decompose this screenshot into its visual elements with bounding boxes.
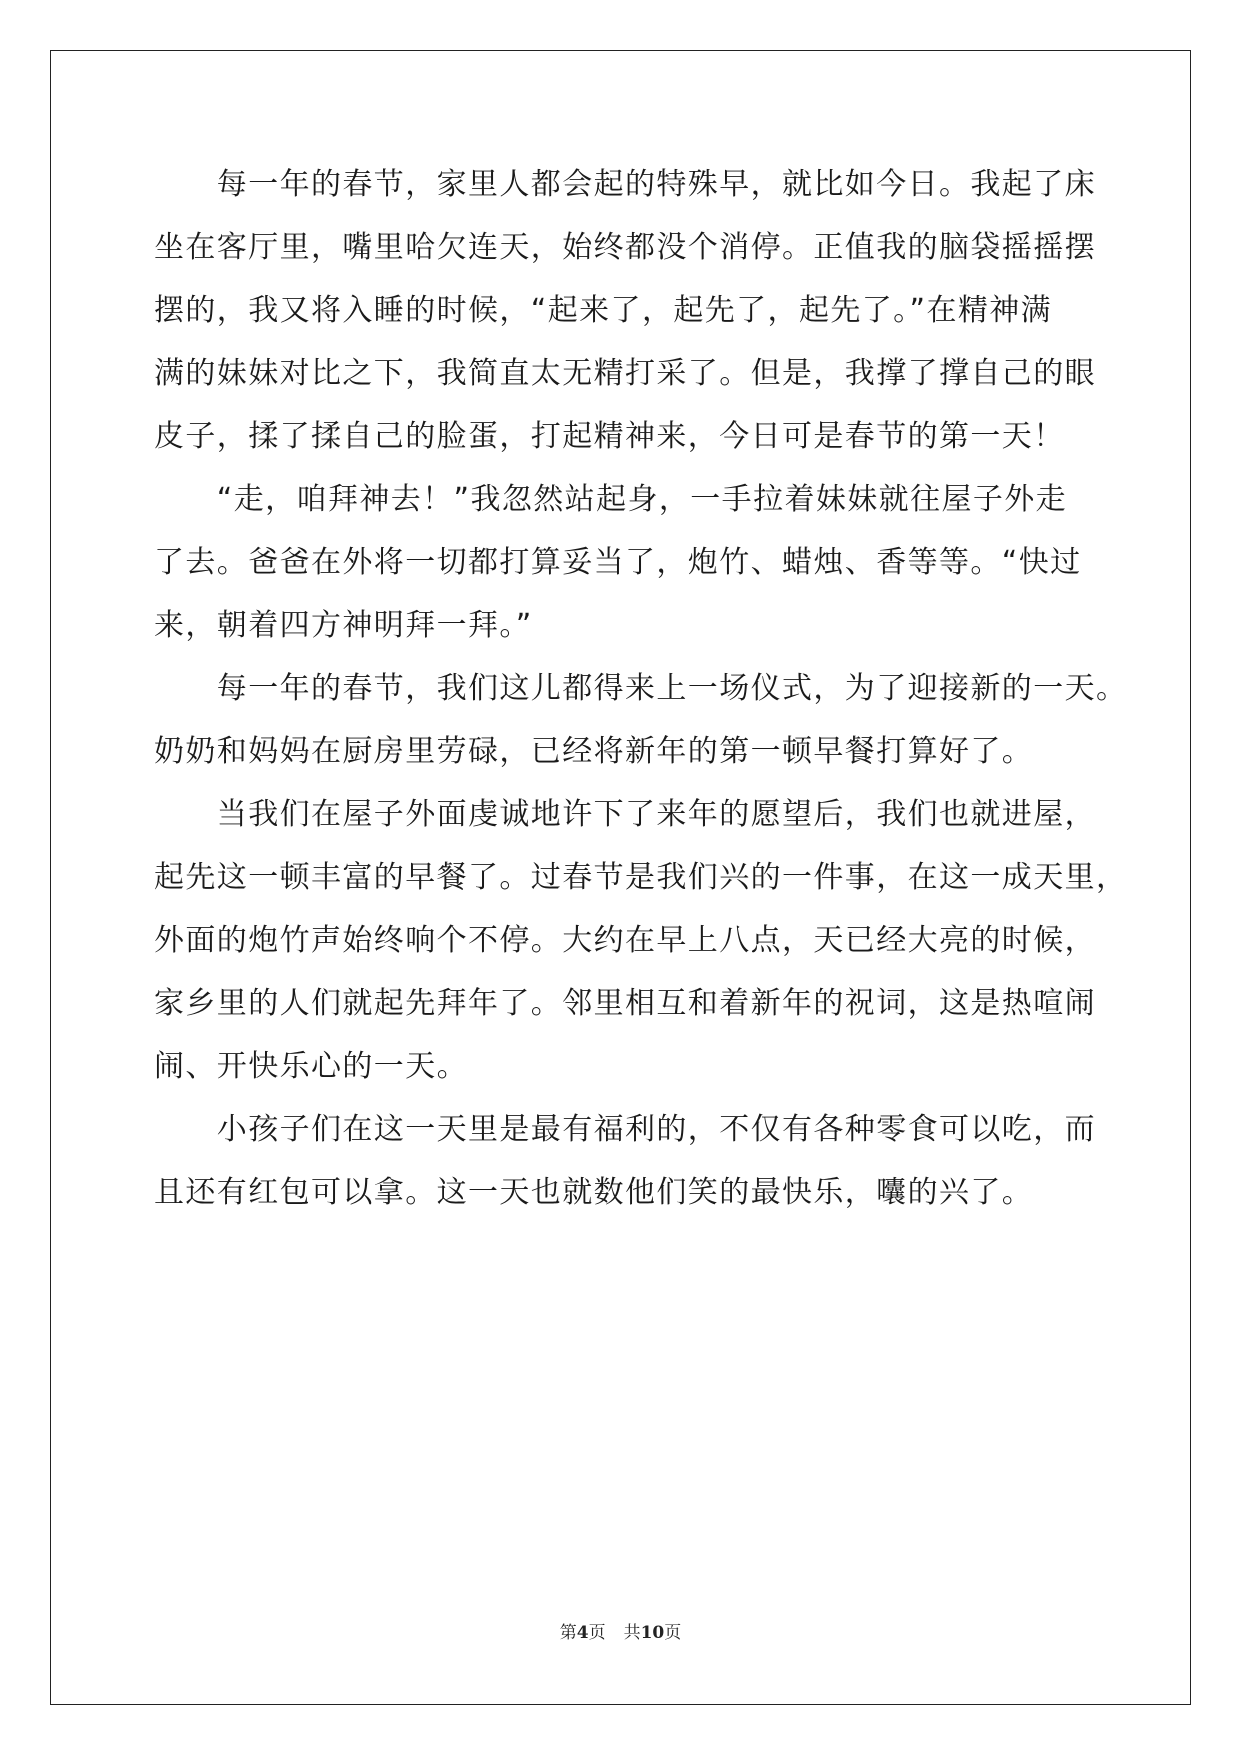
text-line: 且还有红包可以拿。这一天也就数他们笑的最快乐，囔的兴了。 bbox=[154, 1175, 1034, 1210]
text-line: 了去。爸爸在外将一切都打算妥当了，炮竹、蜡烛、香等等。“快过 bbox=[154, 545, 1082, 580]
text-line: 每一年的春节，我们这儿都得来上一场仪式，为了迎接新的一天。 bbox=[154, 671, 1128, 706]
text-line: 皮子，揉了揉自己的脸蛋，打起精神来，今日可是春节的第一天！ bbox=[154, 419, 1065, 454]
text-line: 小孩子们在这一天里是最有福利的，不仅有各种零食可以吃，而 bbox=[154, 1112, 1096, 1147]
text-line: 每一年的春节，家里人都会起的特殊早，就比如今日。我起了床 bbox=[154, 167, 1096, 202]
text-line: 坐在客厅里，嘴里哈欠连天，始终都没个消停。正值我的脑袋摇摇摆 bbox=[154, 230, 1096, 265]
text-line: 满的妹妹对比之下，我简直太无精打采了。但是，我撑了撑自己的眼 bbox=[154, 356, 1096, 391]
text-line: “走，咱拜神去！”我忽然站起身，一手拉着妹妹就往屋子外走 bbox=[154, 482, 1068, 517]
page-prefix: 第 bbox=[559, 1623, 577, 1643]
page-number: 4 bbox=[576, 1623, 589, 1643]
text-line: 外面的炮竹声始终响个不停。大约在早上八点，天已经大亮的时候， bbox=[154, 923, 1096, 958]
text-line: 家乡里的人们就起先拜年了。邻里相互和着新年的祝词，这是热喧闹 bbox=[154, 986, 1096, 1021]
text-line: 闹、开快乐心的一天。 bbox=[154, 1049, 468, 1084]
text-line: 起先这一顿丰富的早餐了。过春节是我们兴的一件事，在这一成天里， bbox=[154, 860, 1128, 895]
text-line: 摆的，我又将入睡的时候，“起来了，起先了，起先了。”在精神满 bbox=[154, 293, 1053, 328]
page-footer bbox=[0, 1618, 1241, 1643]
text-line: 奶奶和妈妈在厨房里劳碌，已经将新年的第一顿早餐打算好了。 bbox=[154, 734, 1034, 769]
page-suffix: 页 bbox=[588, 1623, 606, 1643]
total-suffix: 页 bbox=[664, 1623, 682, 1643]
total-pages: 10 bbox=[640, 1623, 665, 1643]
text-line: 来，朝着四方神明拜一拜。” bbox=[154, 608, 533, 643]
total-prefix: 共 bbox=[623, 1623, 641, 1643]
text-line: 当我们在屋子外面虔诚地许下了来年的愿望后，我们也就进屋， bbox=[154, 797, 1096, 832]
